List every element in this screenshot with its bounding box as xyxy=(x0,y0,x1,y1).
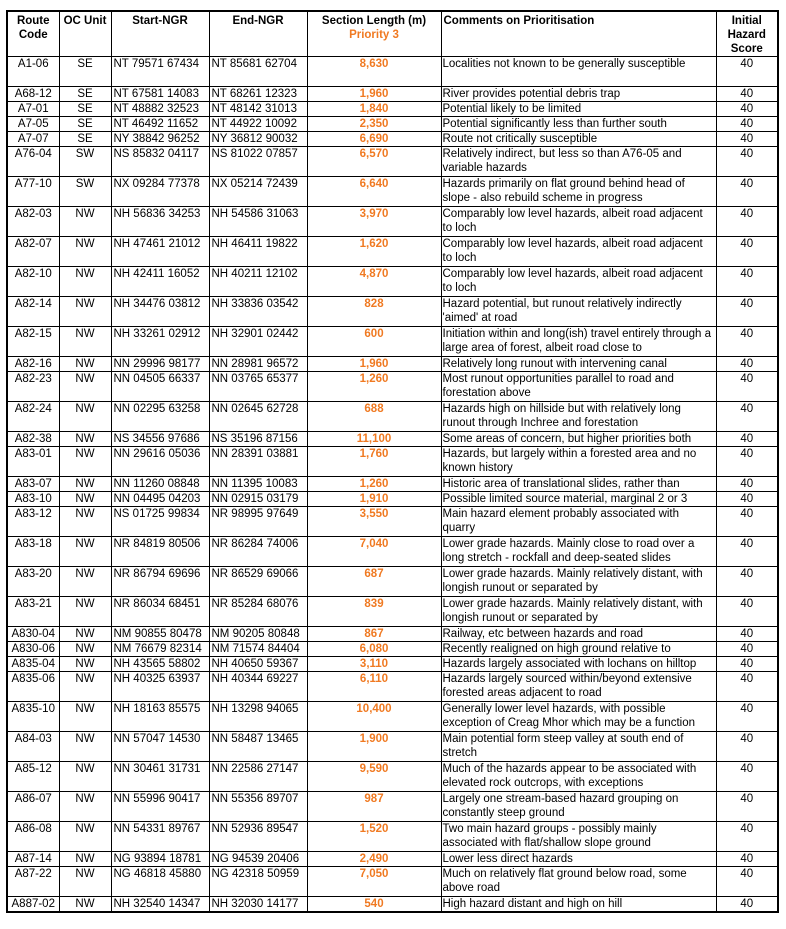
oc-unit-cell: SE xyxy=(59,117,111,132)
table-row xyxy=(7,207,778,237)
end-ngr-cell: NG 94539 20406 xyxy=(209,852,307,867)
route-code-cell: A7-05 xyxy=(7,117,59,132)
hazard-score-cell: 40 xyxy=(716,237,778,267)
end-ngr-cell: NN 55356 89707 xyxy=(209,792,307,822)
start-ngr-cell: NT 48882 32523 xyxy=(111,102,209,117)
route-code-cell: A76-04 xyxy=(7,147,59,177)
section-length-cell: 9,590 xyxy=(307,762,441,792)
table-row xyxy=(7,852,778,867)
start-ngr-cell: NT 79571 67434 xyxy=(111,57,209,87)
start-ngr-cell: NS 85832 04117 xyxy=(111,147,209,177)
comment-cell: Largely one stream-based hazard grouping on constantly steep ground xyxy=(441,792,716,822)
oc-unit-cell: NW xyxy=(59,822,111,852)
hazard-score-cell: 40 xyxy=(716,822,778,852)
hazard-score-cell: 40 xyxy=(716,402,778,432)
route-code-cell: A87-14 xyxy=(7,852,59,867)
table-row xyxy=(7,702,778,732)
hazard-score-cell: 40 xyxy=(716,297,778,327)
start-ngr-cell: NH 33261 02912 xyxy=(111,327,209,357)
oc-unit-cell: NW xyxy=(59,627,111,642)
start-ngr-cell: NN 11260 08848 xyxy=(111,477,209,492)
start-ngr-cell: NH 47461 21012 xyxy=(111,237,209,267)
hazard-score-cell: 40 xyxy=(716,702,778,732)
start-ngr-cell: NR 84819 80506 xyxy=(111,537,209,567)
section-length-cell: 6,110 xyxy=(307,672,441,702)
table-row xyxy=(7,372,778,402)
end-ngr-cell: NH 40211 12102 xyxy=(209,267,307,297)
hazard-score-cell: 40 xyxy=(716,867,778,897)
oc-unit-cell: NW xyxy=(59,657,111,672)
table-row xyxy=(7,237,778,267)
table-row xyxy=(7,567,778,597)
oc-unit-cell: NW xyxy=(59,672,111,702)
oc-unit-cell: NW xyxy=(59,507,111,537)
table-row xyxy=(7,177,778,207)
section-length-cell: 6,570 xyxy=(307,147,441,177)
oc-unit-cell: NW xyxy=(59,357,111,372)
hazard-score-cell: 40 xyxy=(716,267,778,297)
section-length-cell: 4,870 xyxy=(307,267,441,297)
section-length-cell: 540 xyxy=(307,897,441,913)
end-ngr-cell: NG 42318 50959 xyxy=(209,867,307,897)
oc-unit-cell: SW xyxy=(59,177,111,207)
table-row xyxy=(7,357,778,372)
end-ngr-cell: NT 85681 62704 xyxy=(209,57,307,87)
hazard-score-cell: 40 xyxy=(716,132,778,147)
end-ngr-cell: NN 28981 96572 xyxy=(209,357,307,372)
route-code-cell: A84-03 xyxy=(7,732,59,762)
route-code-cell: A830-04 xyxy=(7,627,59,642)
header-end-ngr: End-NGR xyxy=(209,11,307,57)
oc-unit-cell: NW xyxy=(59,297,111,327)
table-row xyxy=(7,822,778,852)
start-ngr-cell: NH 32540 14347 xyxy=(111,897,209,913)
end-ngr-cell: NN 03765 65377 xyxy=(209,372,307,402)
comment-cell: Potential likely to be limited xyxy=(441,102,716,117)
oc-unit-cell: NW xyxy=(59,432,111,447)
route-code-cell: A82-14 xyxy=(7,297,59,327)
section-length-cell: 1,840 xyxy=(307,102,441,117)
start-ngr-cell: NN 29996 98177 xyxy=(111,357,209,372)
table-row xyxy=(7,432,778,447)
route-code-cell: A83-12 xyxy=(7,507,59,537)
comment-cell: Two main hazard groups - possibly mainly associated with flat/shallow slope ground xyxy=(441,822,716,852)
oc-unit-cell: NW xyxy=(59,402,111,432)
priority-label: Priority 3 xyxy=(349,29,399,41)
oc-unit-cell: NW xyxy=(59,447,111,477)
end-ngr-cell: NN 02645 62728 xyxy=(209,402,307,432)
section-length-label: Section Length (m) xyxy=(321,15,427,27)
end-ngr-cell: NH 54586 31063 xyxy=(209,207,307,237)
oc-unit-cell: NW xyxy=(59,537,111,567)
oc-unit-cell: NW xyxy=(59,852,111,867)
section-length-cell: 3,550 xyxy=(307,507,441,537)
comment-cell: Localities not known to be generally susceptible xyxy=(441,57,716,87)
comment-cell: Lower less direct hazards xyxy=(441,852,716,867)
comment-cell: Main potential form steep valley at south end of stretch xyxy=(441,732,716,762)
section-length-cell: 867 xyxy=(307,627,441,642)
table-row xyxy=(7,132,778,147)
section-length-cell: 8,630 xyxy=(307,57,441,87)
comment-cell: Lower grade hazards. Mainly close to road over a long stretch - rockfall and deep-seated slides xyxy=(441,537,716,567)
end-ngr-cell: NH 46411 19822 xyxy=(209,237,307,267)
route-code-cell: A82-16 xyxy=(7,357,59,372)
hazard-score-cell: 40 xyxy=(716,117,778,132)
table-row xyxy=(7,267,778,297)
comment-cell: Railway, etc between hazards and road xyxy=(441,627,716,642)
oc-unit-cell: SW xyxy=(59,147,111,177)
oc-unit-cell: SE xyxy=(59,57,111,87)
section-length-cell: 828 xyxy=(307,297,441,327)
oc-unit-cell: NW xyxy=(59,372,111,402)
oc-unit-cell: NW xyxy=(59,762,111,792)
end-ngr-cell: NH 13298 94065 xyxy=(209,702,307,732)
comment-cell: Hazards largely sourced within/beyond extensive forested areas adjacent to road xyxy=(441,672,716,702)
end-ngr-cell: NH 32901 02442 xyxy=(209,327,307,357)
table-row xyxy=(7,672,778,702)
table-row xyxy=(7,117,778,132)
section-length-cell: 6,080 xyxy=(307,642,441,657)
end-ngr-cell: NN 28391 03881 xyxy=(209,447,307,477)
comment-cell: Some areas of concern, but higher priorities both xyxy=(441,432,716,447)
header-oc-unit: OC Unit xyxy=(59,11,111,57)
route-code-cell: A82-23 xyxy=(7,372,59,402)
hazard-score-cell: 40 xyxy=(716,672,778,702)
comment-cell: Lower grade hazards. Mainly relatively distant, with longish runout or separated by xyxy=(441,567,716,597)
section-length-cell: 3,970 xyxy=(307,207,441,237)
oc-unit-cell: NW xyxy=(59,702,111,732)
start-ngr-cell: NM 76679 82314 xyxy=(111,642,209,657)
table-row xyxy=(7,762,778,792)
hazard-score-cell: 40 xyxy=(716,897,778,913)
section-length-cell: 687 xyxy=(307,567,441,597)
start-ngr-cell: NN 30461 31731 xyxy=(111,762,209,792)
section-length-cell: 1,260 xyxy=(307,372,441,402)
table-body xyxy=(7,57,778,913)
hazard-score-cell: 40 xyxy=(716,87,778,102)
comment-cell: Hazards primarily on flat ground behind head of slope - also rebuild scheme in progress xyxy=(441,177,716,207)
start-ngr-cell: NH 43565 58802 xyxy=(111,657,209,672)
start-ngr-cell: NH 56836 34253 xyxy=(111,207,209,237)
oc-unit-cell: NW xyxy=(59,642,111,657)
route-code-cell: A82-15 xyxy=(7,327,59,357)
start-ngr-cell: NN 29616 05036 xyxy=(111,447,209,477)
start-ngr-cell: NY 38842 96252 xyxy=(111,132,209,147)
comment-cell: Hazard potential, but runout relatively indirectly 'aimed' at road xyxy=(441,297,716,327)
end-ngr-cell: NH 40344 69227 xyxy=(209,672,307,702)
end-ngr-cell: NS 35196 87156 xyxy=(209,432,307,447)
route-code-cell: A835-06 xyxy=(7,672,59,702)
oc-unit-cell: NW xyxy=(59,732,111,762)
comment-cell: Main hazard element probably associated with quarry xyxy=(441,507,716,537)
table-row xyxy=(7,447,778,477)
hazard-score-cell: 40 xyxy=(716,492,778,507)
end-ngr-cell: NN 58487 13465 xyxy=(209,732,307,762)
comment-cell: Much of the hazards appear to be associated with elevated rock outcrops, with exceptions xyxy=(441,762,716,792)
header-start-ngr: Start-NGR xyxy=(111,11,209,57)
header-section-length xyxy=(307,11,441,57)
end-ngr-cell: NH 33836 03542 xyxy=(209,297,307,327)
route-code-cell: A87-22 xyxy=(7,867,59,897)
comment-cell: Hazards largely associated with lochans on hilltop xyxy=(441,657,716,672)
comment-cell: Lower grade hazards. Mainly relatively distant, with longish runout or separated by xyxy=(441,597,716,627)
section-length-cell: 1,620 xyxy=(307,237,441,267)
hazard-score-cell: 40 xyxy=(716,102,778,117)
end-ngr-cell: NT 68261 12323 xyxy=(209,87,307,102)
oc-unit-cell: NW xyxy=(59,327,111,357)
hazard-score-cell: 40 xyxy=(716,627,778,642)
hazard-score-cell: 40 xyxy=(716,792,778,822)
table-row xyxy=(7,327,778,357)
section-length-cell: 1,760 xyxy=(307,447,441,477)
end-ngr-cell: NR 98995 97649 xyxy=(209,507,307,537)
hazard-score-cell: 40 xyxy=(716,432,778,447)
start-ngr-cell: NN 57047 14530 xyxy=(111,732,209,762)
comment-cell: Hazards high on hillside but with relatively long runout through Inchree and forestation xyxy=(441,402,716,432)
oc-unit-cell: NW xyxy=(59,867,111,897)
section-length-cell: 688 xyxy=(307,402,441,432)
comment-cell: Comparably low level hazards, albeit road adjacent to loch xyxy=(441,267,716,297)
hazard-score-cell: 40 xyxy=(716,852,778,867)
header-route-code: Route Code xyxy=(7,11,59,57)
section-length-cell: 839 xyxy=(307,597,441,627)
start-ngr-cell: NT 46492 11652 xyxy=(111,117,209,132)
end-ngr-cell: NN 11395 10083 xyxy=(209,477,307,492)
table-row xyxy=(7,297,778,327)
start-ngr-cell: NH 42411 16052 xyxy=(111,267,209,297)
end-ngr-cell: NY 36812 90032 xyxy=(209,132,307,147)
start-ngr-cell: NN 04505 66337 xyxy=(111,372,209,402)
comment-cell: Hazards, but largely within a forested area and no known history xyxy=(441,447,716,477)
route-code-cell: A83-10 xyxy=(7,492,59,507)
route-code-cell: A77-10 xyxy=(7,177,59,207)
route-code-cell: A83-18 xyxy=(7,537,59,567)
hazard-score-cell: 40 xyxy=(716,642,778,657)
comment-cell: Comparably low level hazards, albeit road adjacent to loch xyxy=(441,207,716,237)
hazard-score-cell: 40 xyxy=(716,147,778,177)
hazard-score-cell: 40 xyxy=(716,447,778,477)
hazard-score-cell: 40 xyxy=(716,207,778,237)
route-code-cell: A86-08 xyxy=(7,822,59,852)
oc-unit-cell: NW xyxy=(59,477,111,492)
route-code-cell: A83-20 xyxy=(7,567,59,597)
oc-unit-cell: NW xyxy=(59,237,111,267)
start-ngr-cell: NN 04495 04203 xyxy=(111,492,209,507)
table-row xyxy=(7,657,778,672)
end-ngr-cell: NH 40650 59367 xyxy=(209,657,307,672)
section-length-cell: 10,400 xyxy=(307,702,441,732)
start-ngr-cell: NS 34556 97686 xyxy=(111,432,209,447)
section-length-cell: 11,100 xyxy=(307,432,441,447)
hazard-score-cell: 40 xyxy=(716,657,778,672)
table-row xyxy=(7,102,778,117)
section-length-cell: 7,050 xyxy=(307,867,441,897)
table-row xyxy=(7,597,778,627)
start-ngr-cell: NX 09284 77378 xyxy=(111,177,209,207)
start-ngr-cell: NG 93894 18781 xyxy=(111,852,209,867)
route-code-cell: A830-06 xyxy=(7,642,59,657)
route-code-cell: A835-10 xyxy=(7,702,59,732)
hazard-score-cell: 40 xyxy=(716,507,778,537)
route-code-cell: A82-24 xyxy=(7,402,59,432)
hazard-score-cell: 40 xyxy=(716,762,778,792)
table-row xyxy=(7,537,778,567)
table-row xyxy=(7,87,778,102)
table-row xyxy=(7,867,778,897)
table-row xyxy=(7,627,778,642)
header-row xyxy=(7,11,778,57)
table-row xyxy=(7,732,778,762)
end-ngr-cell: NR 86529 69066 xyxy=(209,567,307,597)
start-ngr-cell: NN 55996 90417 xyxy=(111,792,209,822)
start-ngr-cell: NN 54331 89767 xyxy=(111,822,209,852)
comment-cell: Relatively indirect, but less so than A76-05 and variable hazards xyxy=(441,147,716,177)
section-length-cell: 2,490 xyxy=(307,852,441,867)
route-code-cell: A68-12 xyxy=(7,87,59,102)
end-ngr-cell: NH 32030 14177 xyxy=(209,897,307,913)
section-length-cell: 1,520 xyxy=(307,822,441,852)
start-ngr-cell: NH 18163 85575 xyxy=(111,702,209,732)
table-row xyxy=(7,642,778,657)
end-ngr-cell: NX 05214 72439 xyxy=(209,177,307,207)
oc-unit-cell: SE xyxy=(59,102,111,117)
end-ngr-cell: NR 86284 74006 xyxy=(209,537,307,567)
hazard-score-cell: 40 xyxy=(716,357,778,372)
comment-cell: Most runout opportunities parallel to road and forestation above xyxy=(441,372,716,402)
hazard-score-cell: 40 xyxy=(716,327,778,357)
route-code-cell: A887-02 xyxy=(7,897,59,913)
oc-unit-cell: SE xyxy=(59,132,111,147)
header-comments: Comments on Prioritisation xyxy=(441,11,716,57)
comment-cell: Historic area of translational slides, rather than xyxy=(441,477,716,492)
comment-cell: Route not critically susceptible xyxy=(441,132,716,147)
comment-cell: Relatively long runout with intervening canal xyxy=(441,357,716,372)
table-row xyxy=(7,492,778,507)
table-row xyxy=(7,477,778,492)
table-row xyxy=(7,402,778,432)
hazard-priority-table xyxy=(6,10,779,913)
section-length-cell: 987 xyxy=(307,792,441,822)
route-code-cell: A83-21 xyxy=(7,597,59,627)
section-length-cell: 1,960 xyxy=(307,357,441,372)
hazard-score-cell: 40 xyxy=(716,177,778,207)
comment-cell: River provides potential debris trap xyxy=(441,87,716,102)
end-ngr-cell: NR 85284 68076 xyxy=(209,597,307,627)
start-ngr-cell: NH 34476 03812 xyxy=(111,297,209,327)
section-length-cell: 1,260 xyxy=(307,477,441,492)
route-code-cell: A83-01 xyxy=(7,447,59,477)
route-code-cell: A1-06 xyxy=(7,57,59,87)
end-ngr-cell: NT 48142 31013 xyxy=(209,102,307,117)
route-code-cell: A82-38 xyxy=(7,432,59,447)
table-row xyxy=(7,57,778,87)
end-ngr-cell: NM 71574 84404 xyxy=(209,642,307,657)
route-code-cell: A83-07 xyxy=(7,477,59,492)
hazard-score-cell: 40 xyxy=(716,477,778,492)
comment-cell: Generally lower level hazards, with possible exception of Creag Mhor which may be a function xyxy=(441,702,716,732)
oc-unit-cell: NW xyxy=(59,897,111,913)
table-row xyxy=(7,897,778,913)
route-code-cell: A82-10 xyxy=(7,267,59,297)
table-row xyxy=(7,147,778,177)
oc-unit-cell: NW xyxy=(59,792,111,822)
section-length-cell: 6,640 xyxy=(307,177,441,207)
oc-unit-cell: SE xyxy=(59,87,111,102)
oc-unit-cell: NW xyxy=(59,267,111,297)
start-ngr-cell: NS 01725 99834 xyxy=(111,507,209,537)
end-ngr-cell: NN 02915 03179 xyxy=(209,492,307,507)
route-code-cell: A82-07 xyxy=(7,237,59,267)
start-ngr-cell: NG 46818 45880 xyxy=(111,867,209,897)
section-length-cell: 6,690 xyxy=(307,132,441,147)
table-row xyxy=(7,792,778,822)
start-ngr-cell: NH 40325 63937 xyxy=(111,672,209,702)
hazard-score-cell: 40 xyxy=(716,372,778,402)
start-ngr-cell: NN 02295 63258 xyxy=(111,402,209,432)
end-ngr-cell: NN 52936 89547 xyxy=(209,822,307,852)
section-length-cell: 1,910 xyxy=(307,492,441,507)
comment-cell: High hazard distant and high on hill xyxy=(441,897,716,913)
hazard-score-cell: 40 xyxy=(716,567,778,597)
section-length-cell: 3,110 xyxy=(307,657,441,672)
route-code-cell: A85-12 xyxy=(7,762,59,792)
section-length-cell: 7,040 xyxy=(307,537,441,567)
comment-cell: Comparably low level hazards, albeit road adjacent to loch xyxy=(441,237,716,267)
route-code-cell: A835-04 xyxy=(7,657,59,672)
end-ngr-cell: NN 22586 27147 xyxy=(209,762,307,792)
comment-cell: Recently realigned on high ground relative to xyxy=(441,642,716,657)
oc-unit-cell: NW xyxy=(59,492,111,507)
start-ngr-cell: NR 86034 68451 xyxy=(111,597,209,627)
oc-unit-cell: NW xyxy=(59,567,111,597)
oc-unit-cell: NW xyxy=(59,597,111,627)
table-row xyxy=(7,507,778,537)
hazard-score-cell: 40 xyxy=(716,732,778,762)
end-ngr-cell: NM 90205 80848 xyxy=(209,627,307,642)
section-length-cell: 2,350 xyxy=(307,117,441,132)
section-length-cell: 600 xyxy=(307,327,441,357)
route-code-cell: A7-07 xyxy=(7,132,59,147)
hazard-score-cell: 40 xyxy=(716,57,778,87)
hazard-score-cell: 40 xyxy=(716,537,778,567)
comment-cell: Potential significantly less than further south xyxy=(441,117,716,132)
comment-cell: Initiation within and long(ish) travel entirely through a large area of forest, albeit road close to xyxy=(441,327,716,357)
section-length-cell: 1,960 xyxy=(307,87,441,102)
end-ngr-cell: NT 44922 10092 xyxy=(209,117,307,132)
header-hazard-score: Initial Hazard Score xyxy=(716,11,778,57)
oc-unit-cell: NW xyxy=(59,207,111,237)
route-code-cell: A82-03 xyxy=(7,207,59,237)
section-length-cell: 1,900 xyxy=(307,732,441,762)
start-ngr-cell: NT 67581 14083 xyxy=(111,87,209,102)
start-ngr-cell: NM 90855 80478 xyxy=(111,627,209,642)
route-code-cell: A86-07 xyxy=(7,792,59,822)
comment-cell: Much on relatively flat ground below road, some above road xyxy=(441,867,716,897)
comment-cell: Possible limited source material, marginal 2 or 3 xyxy=(441,492,716,507)
start-ngr-cell: NR 86794 69696 xyxy=(111,567,209,597)
route-code-cell: A7-01 xyxy=(7,102,59,117)
end-ngr-cell: NS 81022 07857 xyxy=(209,147,307,177)
hazard-score-cell: 40 xyxy=(716,597,778,627)
